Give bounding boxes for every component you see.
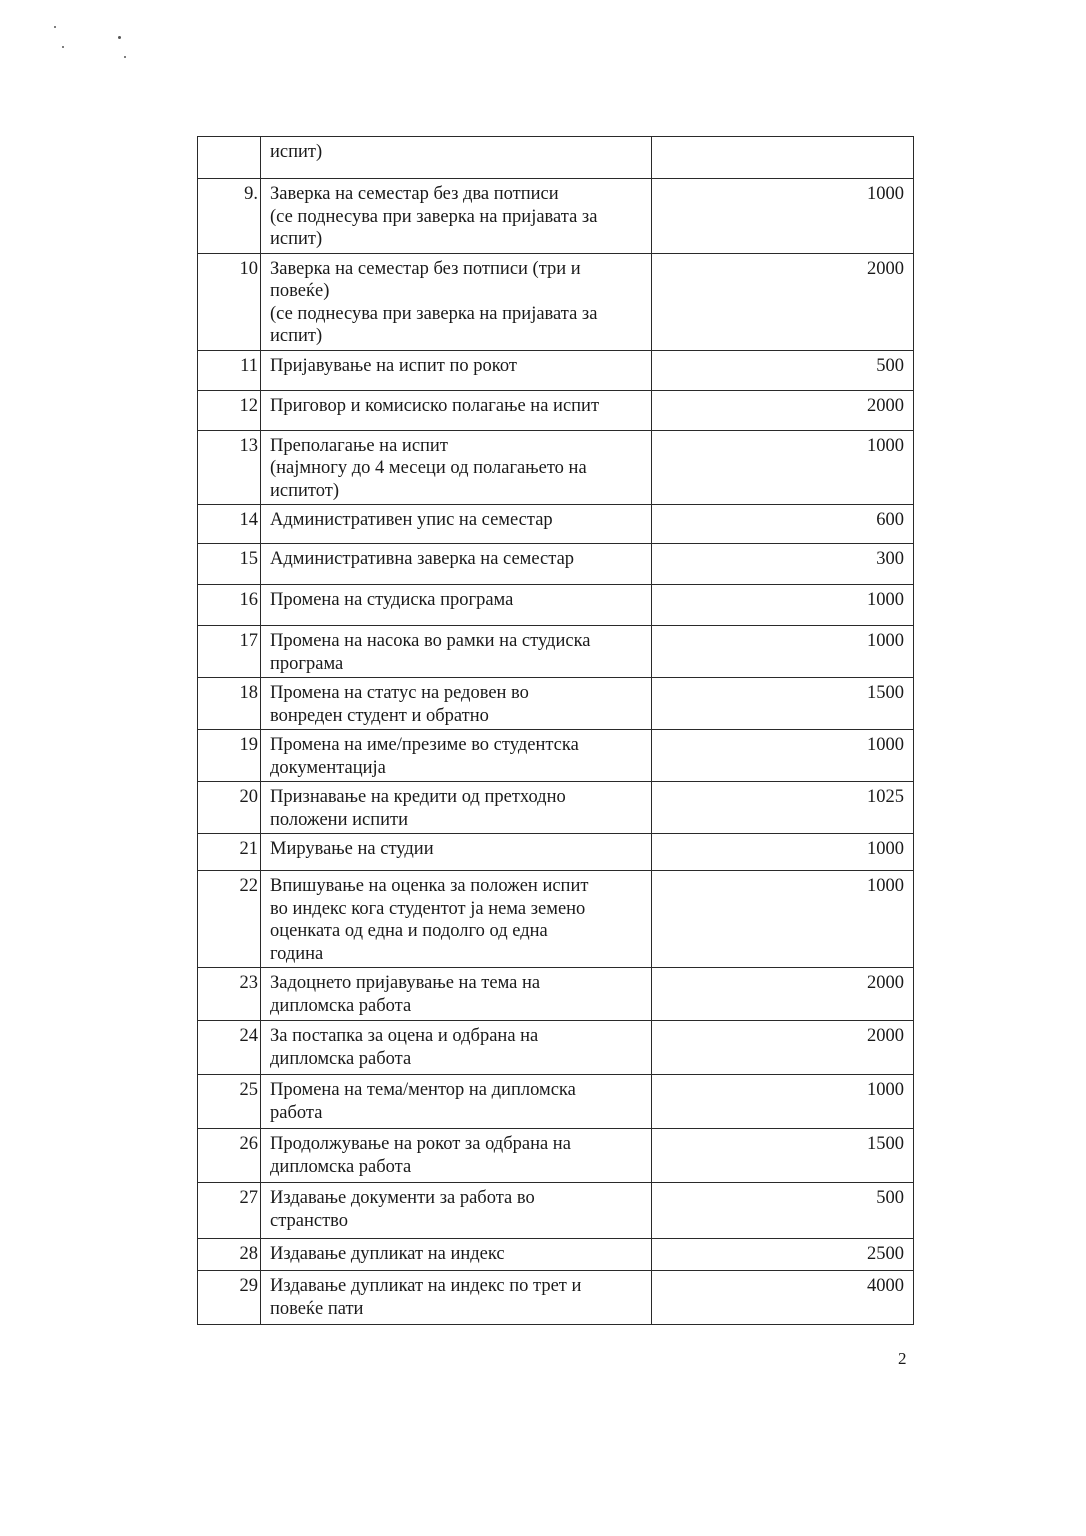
table-row	[198, 390, 914, 430]
service-description-cell	[261, 505, 652, 544]
table-row	[198, 782, 914, 834]
fee-amount-cell: 1000	[652, 430, 914, 505]
description-line: работа	[270, 1102, 323, 1123]
fee-amount-cell	[652, 137, 914, 179]
description-line: Административна заверка на семестар	[270, 549, 575, 569]
row-number-cell: 20	[198, 782, 261, 834]
row-number-cell: 26	[198, 1129, 261, 1183]
scan-speck	[118, 36, 121, 39]
description-line: дипломска работа	[270, 1048, 412, 1069]
row-number-cell	[198, 137, 261, 179]
fee-amount-cell: 1000	[652, 834, 914, 871]
fee-table	[197, 136, 914, 1325]
service-description-cell	[261, 626, 652, 678]
description-line: дипломска работа	[270, 1156, 412, 1177]
table-row	[198, 430, 914, 505]
fee-table-body	[198, 137, 914, 1325]
description-line: (најмногу до 4 месеци од полагањето на	[270, 458, 587, 478]
service-description-cell	[261, 1271, 652, 1325]
description-line: Промена на статус на редовен во	[270, 683, 529, 703]
description-line: Заверка на семестар без потписи (три и	[270, 258, 581, 279]
table-row	[198, 137, 914, 179]
description-line: Впишување на оценка за положен испит	[270, 876, 589, 896]
fee-amount-cell: 2000	[652, 253, 914, 350]
description-line: (се поднесува при заверка на пријавата за	[270, 206, 598, 227]
description-line: Задоцнето пријавување на тема на	[270, 973, 541, 993]
service-description-cell	[261, 968, 652, 1021]
fee-amount-cell: 2000	[652, 390, 914, 430]
service-description-cell	[261, 1183, 652, 1239]
description-line: испитот)	[270, 480, 340, 501]
description-line: Издавање дупликат на индекс	[270, 1244, 505, 1264]
table-row	[198, 678, 914, 730]
description-line: година	[270, 943, 324, 964]
description-line: Пријавување на испит по рокот	[270, 355, 517, 376]
description-line: Промена на име/презиме во студентска	[270, 735, 579, 755]
service-description-cell	[261, 730, 652, 782]
row-number-cell: 21	[198, 834, 261, 871]
description-line: Административен упис на семестар	[270, 510, 553, 530]
row-number-cell: 23	[198, 968, 261, 1021]
service-description-cell	[261, 179, 652, 254]
service-description-cell	[261, 390, 652, 430]
description-line: странство	[270, 1210, 349, 1231]
description-line: (се поднесува при заверка на пријавата за	[270, 303, 598, 324]
row-number-cell: 9.	[198, 179, 261, 254]
description-line: испит)	[270, 142, 323, 162]
fee-amount-cell: 600	[652, 505, 914, 544]
table-row	[198, 544, 914, 585]
description-line: положени испити	[270, 809, 409, 830]
service-description-cell	[261, 782, 652, 834]
row-number-cell: 28	[198, 1239, 261, 1271]
fee-amount-cell: 1025	[652, 782, 914, 834]
row-number-cell: 27	[198, 1183, 261, 1239]
fee-amount-cell: 4000	[652, 1271, 914, 1325]
fee-amount-cell: 2500	[652, 1239, 914, 1271]
table-row	[198, 585, 914, 626]
service-description-cell	[261, 1239, 652, 1271]
fee-amount-cell: 1500	[652, 1129, 914, 1183]
service-description-cell	[261, 871, 652, 968]
description-line: Промена на насока во рамки на студиска	[270, 631, 591, 651]
row-number-cell: 18	[198, 678, 261, 730]
fee-amount-cell: 1500	[652, 678, 914, 730]
description-line: Промена на тема/ментор на дипломска	[270, 1080, 576, 1100]
scan-speck	[62, 46, 64, 48]
row-number-cell: 16	[198, 585, 261, 626]
page-number: 2	[898, 1349, 907, 1368]
table-row	[198, 1075, 914, 1129]
fee-amount-cell: 1000	[652, 871, 914, 968]
fee-amount-cell: 300	[652, 544, 914, 585]
table-row	[198, 350, 914, 390]
table-row	[198, 968, 914, 1021]
table-row	[198, 505, 914, 544]
scan-speck	[54, 26, 56, 28]
description-line: Признавање на кредити од претходно	[270, 787, 566, 807]
scan-speck	[124, 56, 126, 58]
description-line: Издавање дупликат на индекс по трет и	[270, 1276, 582, 1296]
table-row	[198, 834, 914, 871]
row-number-cell: 19	[198, 730, 261, 782]
description-line: Мирување на студии	[270, 839, 434, 859]
table-row	[198, 1183, 914, 1239]
description-line: оценката од една и подолго од една	[270, 921, 548, 941]
description-line: Издавање документи за работа во	[270, 1188, 535, 1208]
service-description-cell	[261, 253, 652, 350]
description-line: Заверка на семестар без два потписи	[270, 184, 559, 204]
description-line: Промена на студиска програма	[270, 590, 514, 610]
description-line: Продолжување на рокот за одбрана на	[270, 1134, 571, 1154]
fee-amount-cell: 2000	[652, 1021, 914, 1075]
service-description-cell	[261, 678, 652, 730]
row-number-cell: 17	[198, 626, 261, 678]
description-line: Приговор и комисиско полагање на испит	[270, 395, 600, 416]
service-description-cell	[261, 544, 652, 585]
table-row	[198, 1239, 914, 1271]
description-line: испит)	[270, 229, 323, 249]
table-row	[198, 1021, 914, 1075]
service-description-cell	[261, 430, 652, 505]
description-line: дипломска работа	[270, 995, 412, 1016]
service-description-cell	[261, 1021, 652, 1075]
fee-amount-cell: 1000	[652, 1075, 914, 1129]
table-row	[198, 1271, 914, 1325]
service-description-cell	[261, 1129, 652, 1183]
table-row	[198, 179, 914, 254]
row-number-cell: 11	[198, 350, 261, 390]
row-number-cell: 25	[198, 1075, 261, 1129]
fee-amount-cell: 1000	[652, 730, 914, 782]
table-row	[198, 1129, 914, 1183]
fee-amount-cell: 500	[652, 1183, 914, 1239]
fee-amount-cell: 1000	[652, 179, 914, 254]
service-description-cell	[261, 585, 652, 626]
row-number-cell: 24	[198, 1021, 261, 1075]
row-number-cell: 14	[198, 505, 261, 544]
row-number-cell: 12	[198, 390, 261, 430]
table-row	[198, 626, 914, 678]
fee-amount-cell: 500	[652, 350, 914, 390]
description-line: За постапка за оцена и одбрана на	[270, 1026, 539, 1046]
description-line: Преполагање на испит	[270, 435, 448, 456]
row-number-cell: 10	[198, 253, 261, 350]
description-line: вонреден студент и обратно	[270, 705, 489, 726]
table-row	[198, 730, 914, 782]
description-line: повеќе пати	[270, 1298, 364, 1319]
fee-amount-cell: 1000	[652, 585, 914, 626]
fee-amount-cell: 2000	[652, 968, 914, 1021]
service-description-cell	[261, 834, 652, 871]
service-description-cell	[261, 1075, 652, 1129]
description-line: во индекс кога студентот ја нема земено	[270, 898, 586, 919]
fee-amount-cell: 1000	[652, 626, 914, 678]
table-row	[198, 871, 914, 968]
row-number-cell: 13	[198, 430, 261, 505]
description-line: повеќе)	[270, 281, 330, 301]
row-number-cell: 22	[198, 871, 261, 968]
row-number-cell: 29	[198, 1271, 261, 1325]
service-description-cell	[261, 350, 652, 390]
service-description-cell	[261, 137, 652, 179]
row-number-cell: 15	[198, 544, 261, 585]
description-line: документација	[270, 757, 386, 778]
table-row	[198, 253, 914, 350]
description-line: програма	[270, 653, 344, 674]
description-line: испит)	[270, 326, 323, 346]
